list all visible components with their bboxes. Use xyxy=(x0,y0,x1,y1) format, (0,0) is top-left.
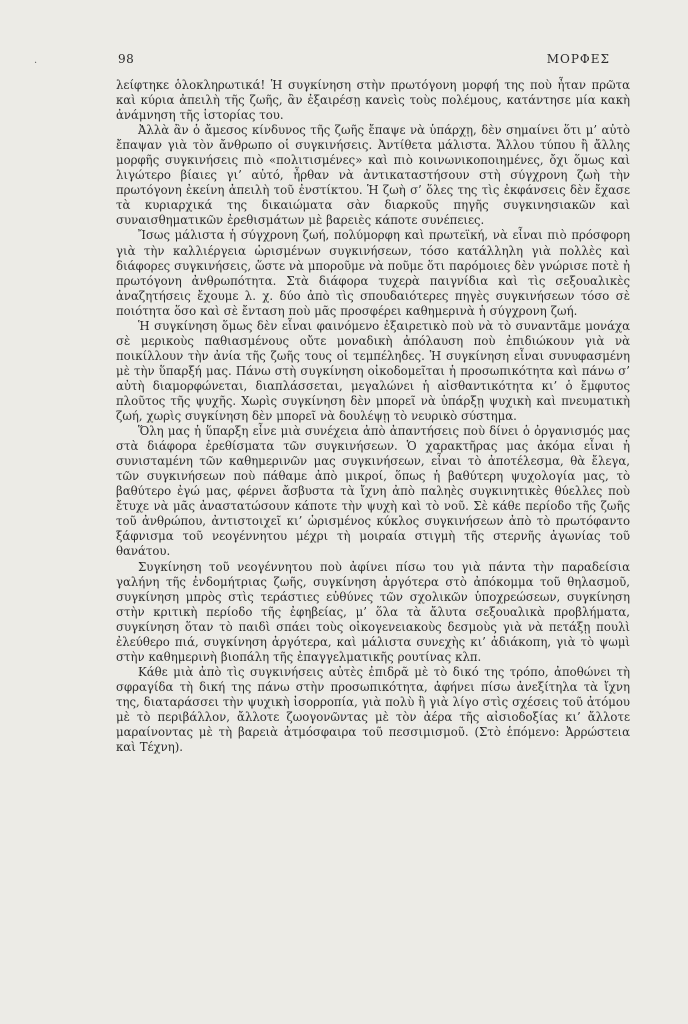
paragraph: Συγκίνηση τοῦ νεογέννητου ποὺ ἀφίνει πίσω του γιὰ πάντα τὴν παραδείσια γαλήνη τῆς ἐνδομήτριας ζωῆς, συγκίνηση ἀργότερα στὸ ἀπόκομμα τοῦ θηλασμοῦ, συγκίνηση μπρὸς στὶς τεράστιες εὐθύνες τῶν σχολικῶν ὑποχρεώσεων, συγκίνηση στὴν κριτικὴ περίοδο τῆς ἐφηβείας, μ’ ὅλα τὰ ἄλυτα σεξουαλικὰ προβλήματα, συγκίνηση ὅταν τὸ παιδὶ σπάει τοὺς οἰκογενειακοὺς δεσμοὺς γιὰ νὰ πετάξῃ πουλὶ ἐλεύθερο πιά, συγκίνηση ἀργότερα, καὶ μάλιστα συνεχὴς κι’ ἀδιάκοπη, γιὰ τὸ ψωμὶ στὴν καθημερινὴ βιοπάλη τῆς ἐπαγγελματικῆς ρουτίνας κλπ. xyxy=(116,559,630,664)
page-header xyxy=(0,52,688,68)
paragraph: λείφτηκε ὁλοκληρωτικά! Ἡ συγκίνηση στὴν πρωτόγονη μορφή της ποὺ ἦταν πρῶτα καὶ κύρια ἀπειλὴ τῆς ζωῆς, ἂν ἐξαιρέσῃ κανεὶς τοὺς πολέμους, κατάντησε μία κακὴ ἀνάμνηση τῆς ἱστορίας του. xyxy=(116,78,630,123)
paragraph: Ἴσως μάλιστα ἡ σύγχρονη ζωή, πολύμορφη καὶ πρωτεϊκή, νὰ εἶναι πιὸ πρόσφορη γιὰ τὴν καλλιέργεια ὡρισμένων συγκινήσεων, τόσο κατάλληλη γιὰ πολλὲς καὶ διάφορες συγκινήσεις, ὥστε νὰ μποροῦμε νὰ ποῦμε ὅτι παρόμοιες δὲν γνώρισε ποτὲ ἡ πρωτόγονη ἀνθρωπότητα. Στὰ διάφορα τυχερὰ παιγνίδια καὶ τὶς σεξουαλικὲς ἀναζητήσεις ἔχουμε λ. χ. δύο ἀπὸ τὶς σπουδαιότερες πηγὲς συγκινήσεων τόσο σὲ ποιότητα ὅσο καὶ σὲ ἔνταση ποὺ μᾶς προσφέρει καθημερινὰ ἡ σύγχρονη ζωή. xyxy=(116,228,630,318)
paragraph: Ἀλλὰ ἂν ὁ ἄμεσος κίνδυνος τῆς ζωῆς ἔπαψε νὰ ὑπάρχῃ, δὲν σημαίνει ὅτι μ’ αὐτὸ ἔπαψαν γιὰ τὸν ἄνθρωπο οἱ συγκινήσεις. Ἀντίθετα μάλιστα. Ἄλλου τύπου ἢ ἄλλης μορφῆς συγκινήσεις πιὸ «πολιτισμένες» καὶ πιὸ κοινωνικοποιημένες, ὄχι ὅμως καὶ λιγώτερο βίαιες γι’ αὐτό, ἦρθαν νὰ ἀντικαταστήσουν στὴ σύγχρονη ζωὴ τὴν πρωτόγονη ἐκείνη ἀπειλὴ τοῦ ἐνστίκτου. Ἡ ζωὴ σ’ ὅλες της τὶς ἐκφάνσεις δὲν ἔχασε τὰ κυριαρχικά της δικαιώματα σὰν διαρκοῦς πηγῆς συγκινησιακῶν καὶ συναισθηματικῶν ἐρεθισμάτων μὲ βαρειὲς κάποτε συνέπειες. xyxy=(116,123,630,228)
paragraph: Ἡ συγκίνηση ὅμως δὲν εἶναι φαινόμενο ἐξαιρετικὸ ποὺ νὰ τὸ συναντᾶμε μονάχα σὲ μερικοὺς παθιασμένους οὔτε μοναδικὴ ἀπόλαυση ποὺ ἐπιδιώκουν γιὰ νὰ ποικίλλουν τὴν ἀνία τῆς ζωῆς τους οἱ τεμπέληδες. Ἡ συγκίνηση εἶναι συνυφασμένη μὲ τὴν ὕπαρξή μας. Πάνω στὴ συγκίνηση οἰκοδομεῖται ἡ προσωπικότητα καὶ πάνω σ’ αὐτὴ διαμορφώνεται, διαπλάσσεται, μεγαλώνει ἡ αἰσθαντικότητα κι’ ὁ ἔμφυτος πλοῦτος τῆς ψυχῆς. Χωρὶς συγκίνηση δὲν μπορεῖ νὰ ὑπάρξῃ ψυχικὴ καὶ πνευματικὴ ζωή, χωρὶς συγκίνηση δὲν μπορεῖ νὰ δουλέψῃ τὸ νευρικὸ σύστημα. xyxy=(116,318,630,424)
running-title: ΜΟΡΦΕΣ xyxy=(546,52,610,66)
continuation-note: (Στὸ ἑπόμενο: Ἀρρώστεια καὶ Τέχνη). xyxy=(116,725,630,755)
margin-mark: · xyxy=(34,58,38,69)
last-paragraph xyxy=(116,665,630,755)
paragraph: Ὅλη μας ἡ ὕπαρξη εἶνε μιὰ συνέχεια ἀπὸ ἀπαντήσεις ποὺ δίνει ὁ ὀργανισμός μας στὰ διάφορα ἐρεθίσματα τῶν συγκινήσεων. Ὁ χαρακτῆρας μας ἀκόμα εἶναι ἡ συνισταμένη τῶν καθημερινῶν μας συγκινήσεων, εἶναι τὸ ἀποτέλεσμα, θὰ ἔλεγα, τῶν συγκινήσεων ποὺ πάθαμε ἀπὸ μικροί, ὅπως ἡ βαθύτερη ψυχολογία μας, τὸ βαθύτερο ἐγώ μας, φέρνει ἄσβυστα τὰ ἴχνη ἀπὸ παληὲς συγκινητικὲς θύελλες ποὺ ἔτυχε νὰ μᾶς ἀναστατώσουν κάποτε τὴν ψυχὴ καὶ τὸ νοῦ. Σὲ κάθε περίοδο τῆς ζωῆς τοῦ ἀνθρώπου, ἀντιστοιχεῖ κι’ ὡρισμένος κύκλος συγκινήσεων ἀπὸ τὸ πρωτόφαντο ξάφνισμα τοῦ νεογέννητου μέχρι τὴ μοιραία στιγμὴ τῆς στερνῆς ἀγωνίας τοῦ θανάτου. xyxy=(116,424,630,559)
article-body xyxy=(116,78,630,755)
page-number: 98 xyxy=(118,52,135,66)
paragraph-text: Κάθε μιὰ ἀπὸ τὶς συγκινήσεις αὐτὲς ἐπιδρᾶ μὲ τὸ δικό της τρόπο, ἀποθώνει τὴ σφραγίδα τὴ δική της πάνω στὴν προσωπικότητα, ἀφήνει πίσω ἀνεξίτηλα τὰ ἴχνη της, διαταράσσει τὴν ψυχικὴ ἰσορροπία, γιὰ πολὺ ἢ γιὰ λίγο στὶς σχέσεις τοῦ ἀτόμου μὲ τὸ περιβάλλον, ἄλλοτε ζωογονῶντας μὲ τὸν ἀέρα τῆς αἰσιοδοξίας κι’ ἄλλοτε μαραίνοντας μὲ τὴ βαρειὰ ἀτμόσφαιρα τοῦ πεσσιμισμοῦ. xyxy=(116,664,630,740)
